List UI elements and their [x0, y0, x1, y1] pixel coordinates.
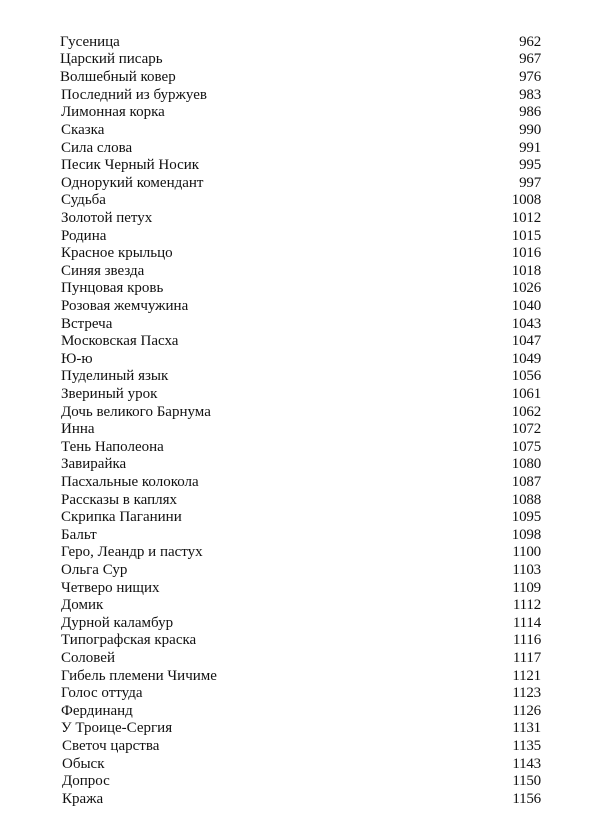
toc-entry-title: Завирайка	[61, 456, 127, 472]
toc-entry	[0, 491, 612, 509]
toc-entry	[0, 737, 612, 755]
toc-entry-page: 1098	[511, 527, 541, 543]
toc-entry	[0, 315, 612, 333]
toc-entry	[0, 191, 612, 209]
toc-entry-page: 1117	[512, 650, 541, 666]
toc-entry-title: Розовая жемчужина	[61, 298, 189, 314]
toc-entry	[0, 579, 612, 597]
toc-entry-title: Скрипка Паганини	[61, 509, 182, 525]
toc-entry-title: Ольга Сур	[61, 562, 128, 578]
toc-entry-title: Пуделиный язык	[61, 368, 169, 384]
toc-entry-page: 1016	[511, 245, 541, 261]
toc-entry-page: 1121	[512, 668, 541, 684]
toc-entry	[0, 50, 612, 68]
toc-entry	[0, 455, 612, 473]
toc-entry-title: Гусеница	[60, 34, 120, 50]
toc-entry-page: 1135	[512, 738, 541, 754]
toc-entry-page: 1072	[511, 421, 541, 437]
toc-entry-page: 1088	[511, 492, 541, 508]
toc-entry-title: Сила слова	[61, 140, 133, 156]
toc-entry-title: Кража	[62, 791, 104, 807]
toc-entry	[0, 103, 612, 121]
toc-entry-page: 976	[519, 69, 541, 85]
toc-entry	[0, 403, 612, 421]
toc-entry-page: 962	[519, 34, 541, 50]
toc-entry-title: Гибель племени Чичиме	[61, 668, 217, 684]
toc-entry	[0, 367, 612, 385]
toc-entry	[0, 227, 612, 245]
toc-entry-title: Однорукий комендант	[61, 175, 204, 191]
toc-entry-page: 1156	[512, 791, 541, 807]
toc-entry	[0, 667, 612, 685]
toc-entry-page: 1043	[511, 316, 541, 332]
toc-entry-page: 990	[519, 122, 541, 138]
toc-entry-page: 1015	[511, 228, 541, 244]
toc-entry-page: 1116	[512, 632, 541, 648]
toc-entry-title: Рассказы в каплях	[61, 492, 178, 508]
toc-entry-title: Геро, Леандр и пастух	[61, 544, 203, 560]
toc-entry	[0, 350, 612, 368]
toc-entry-page: 1100	[512, 544, 541, 560]
toc-entry-title: Обыск	[62, 756, 105, 772]
toc-entry	[0, 297, 612, 315]
toc-entry	[0, 596, 612, 614]
toc-entry	[0, 332, 612, 350]
toc-entry-title: Инна	[61, 421, 95, 437]
toc-entry-page: 1012	[511, 210, 541, 226]
toc-entry	[0, 262, 612, 280]
toc-entry-page: 1150	[512, 773, 541, 789]
toc-entry	[0, 561, 612, 579]
toc-entry-title: У Троице-Сергия	[61, 720, 173, 736]
toc-entry	[0, 790, 612, 808]
toc-entry-title: Волшебный ковер	[60, 69, 176, 85]
toc-entry-page: 1049	[511, 351, 541, 367]
toc-entry	[0, 614, 612, 632]
toc-entry-title: Светоч царства	[62, 738, 160, 754]
toc-entry-title: Пасхальные колокола	[61, 474, 199, 490]
toc-entry	[0, 174, 612, 192]
toc-entry-page: 1103	[512, 562, 541, 578]
toc-entry-title: Фердинанд	[61, 703, 133, 719]
toc-entry-title: Тень Наполеона	[61, 439, 164, 455]
toc-entry	[0, 755, 612, 773]
toc-entry-page: 1018	[511, 263, 541, 279]
toc-entry	[0, 279, 612, 297]
toc-entry-title: Голос оттуда	[61, 685, 143, 701]
toc-entry-page: 986	[519, 104, 541, 120]
toc-entry-page: 1109	[512, 580, 541, 596]
toc-entry-title: Дурной каламбур	[61, 615, 174, 631]
toc-entry-page: 995	[519, 157, 541, 173]
toc-entry	[0, 473, 612, 491]
toc-entry-title: Допрос	[62, 773, 110, 789]
toc-entry-page: 1008	[511, 192, 541, 208]
toc-entry-page: 1112	[512, 597, 541, 613]
toc-entry-title: Бальт	[61, 527, 97, 543]
toc-entry-page: 1080	[511, 456, 541, 472]
toc-entry	[0, 156, 612, 174]
toc-entry	[0, 702, 612, 720]
toc-entry-page: 991	[519, 140, 541, 156]
toc-entry-title: Дочь великого Барнума	[61, 404, 211, 420]
toc-entry-title: Встреча	[61, 316, 113, 332]
toc-entry	[0, 772, 612, 790]
toc-entry-page: 1040	[511, 298, 541, 314]
toc-entry	[0, 121, 612, 139]
toc-entry-title: Родина	[61, 228, 107, 244]
toc-entry-page: 1131	[512, 720, 541, 736]
toc-entry-title: Песик Черный Носик	[61, 157, 200, 173]
toc-entry-title: Лимонная корка	[61, 104, 165, 120]
toc-entry-title: Соловей	[61, 650, 115, 666]
toc-entry	[0, 719, 612, 737]
toc-entry-title: Пунцовая кровь	[61, 280, 164, 296]
toc-entry	[0, 526, 612, 544]
toc-entry-page: 983	[519, 87, 541, 103]
toc-entry-title: Московская Пасха	[61, 333, 179, 349]
toc-entry-title: Сказка	[61, 122, 105, 138]
toc-entry	[0, 139, 612, 157]
toc-entry-title: Звериный урок	[61, 386, 158, 402]
toc-entry	[0, 684, 612, 702]
toc-entry	[0, 68, 612, 86]
toc-entry	[0, 385, 612, 403]
toc-entry	[0, 438, 612, 456]
toc-entry-page: 1061	[511, 386, 541, 402]
toc-entry	[0, 420, 612, 438]
toc-entry-title: Судьба	[61, 192, 106, 208]
toc-entry-page: 967	[519, 51, 541, 67]
toc-entry-title: Синяя звезда	[61, 263, 145, 279]
toc-entry-page: 1143	[512, 756, 541, 772]
toc-entry-page: 1123	[512, 685, 541, 701]
toc-entry-title: Типографская краска	[61, 632, 197, 648]
toc-entry-page: 997	[519, 175, 541, 191]
toc-entry-page: 1026	[511, 280, 541, 296]
toc-entry	[0, 649, 612, 667]
toc-entry-page: 1047	[511, 333, 541, 349]
toc-entry	[0, 209, 612, 227]
toc-entry	[0, 86, 612, 104]
toc-entry-page: 1087	[511, 474, 541, 490]
toc-entry	[0, 244, 612, 262]
toc-entry-page: 1114	[512, 615, 541, 631]
toc-entry	[0, 33, 612, 51]
toc-entry-title: Ю-ю	[61, 351, 93, 367]
toc-entry-page: 1095	[511, 509, 541, 525]
toc-entry-title: Последний из буржуев	[61, 87, 207, 103]
toc-entry	[0, 508, 612, 526]
toc-entry-title: Домик	[61, 597, 104, 613]
toc-entry	[0, 543, 612, 561]
toc-entry-page: 1056	[511, 368, 541, 384]
toc-entry-title: Красное крыльцо	[61, 245, 173, 261]
toc-entry-title: Золотой петух	[61, 210, 153, 226]
toc-entry-page: 1075	[511, 439, 541, 455]
toc-entry-page: 1062	[511, 404, 541, 420]
toc-entry	[0, 631, 612, 649]
toc-entry-title: Царский писарь	[60, 51, 163, 67]
toc-entry-page: 1126	[512, 703, 541, 719]
toc-entry-title: Четверо нищих	[61, 580, 160, 596]
